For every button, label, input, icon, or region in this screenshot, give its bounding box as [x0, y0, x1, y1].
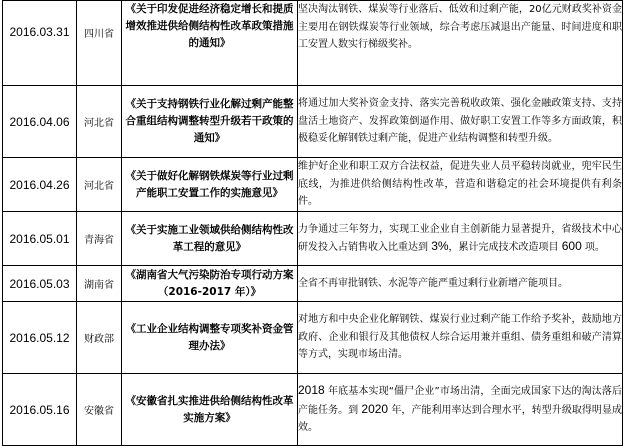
table-row: [3, 302, 623, 374]
document-title-cell: 《关于实施工业领域供给侧结构性改革工程的意见》: [122, 212, 298, 266]
table-row: [3, 374, 623, 446]
region-cell: 河北省: [77, 158, 122, 212]
table-row: [3, 158, 623, 212]
date-cell: 2016.04.26: [3, 158, 77, 212]
content-text: 项。: [581, 242, 605, 253]
region-cell: 河北省: [77, 86, 122, 158]
policy-content-cell: 全省不再审批钢铁、水泥等产能严重过剩行业新增产能项目。: [298, 266, 623, 302]
content-number: 2018: [298, 383, 325, 398]
content-text: 力争通过三年努力，实现工业企业自主创新能力显著提升，省级技术中心研发投入占销售收入比重达到: [298, 223, 622, 253]
content-text: 年底基本实现“僵尸企业”市场出清，全面完成国家下达的淘汰落后产能任务。到: [298, 386, 622, 416]
region-cell: 财政部: [77, 302, 122, 374]
content-text: ，累计完成技术改造项目: [448, 242, 562, 253]
region-cell: 安徽省: [77, 374, 122, 446]
date-cell: 2016.05.03: [3, 266, 77, 302]
date-cell: 2016.05.16: [3, 374, 77, 446]
document-title-cell: 《工业企业结构调整专项奖补资金管理办法》: [122, 302, 298, 374]
content-number: 600: [561, 239, 582, 253]
date-cell: 2016.05.01: [3, 212, 77, 266]
policy-content-cell: [298, 212, 623, 266]
content-number: 2020: [361, 401, 389, 416]
date-cell: 2016.04.06: [3, 86, 77, 158]
policy-content-cell: 坚决淘汰钢铁、煤炭等行业落后、低效和过剩产能，20亿元财政奖补资金主要用在钢铁煤炭等行业领域，综合考虑压减退出产能量、时间进度和职工安置人数实行梯级奖补。: [298, 1, 623, 86]
date-cell: 2016.05.12: [3, 302, 77, 374]
date-cell: 2016.03.31: [3, 1, 77, 86]
policy-content-cell: 对地方和中央企业化解钢铁、煤炭行业过剩产能工作给予奖补，鼓励地方政府、企业和银行及其他债权人综合运用兼并重组、债务重组和破产清算等方式，实现市场出清。: [298, 302, 623, 374]
table-row: [3, 86, 623, 158]
document-title-cell: 《湖南省大气污染防治专项行动方案（2016-2017 年）》: [122, 266, 298, 302]
document-title-cell: 《关于印发促进经济稳定增长和提质增效推进供给侧结构性改革政策措施的通知》: [122, 1, 298, 86]
document-title-cell: 《关于做好化解钢铁煤炭等行业过剩产能职工安置工作的实施意见》: [122, 158, 298, 212]
region-cell: 四川省: [77, 1, 122, 86]
policy-table: [2, 0, 623, 446]
table-row: [3, 1, 623, 86]
table-row: [3, 212, 623, 266]
region-cell: 湖南省: [77, 266, 122, 302]
table-row: [3, 266, 623, 302]
policy-content-cell: 维护好企业和职工双方合法权益，促进失业人员平稳转岗就业，兜牢民生底线，为推进供给侧结构性改革，营造和谐稳定的社会环境提供有利条件。: [298, 158, 623, 212]
policy-content-cell: 将通过加大奖补资金支持、落实完善税收政策、强化金融政策支持、支持盘活土地资产、发挥政策倒逼作用、做好职工安置工作等多方面政策，积极稳妥化解钢铁过剩产能，促进产业结构调整和转型升级。: [298, 86, 623, 158]
document-title-cell: 《安徽省扎实推进供给侧结构性改革实施方案》: [122, 374, 298, 446]
content-text: 年，产能利用率达到合理水平，转型升级取得明显成效。: [298, 404, 622, 434]
document-title-cell: 《关于支持钢铁行业化解过剩产能整合重组结构调整转型升级若干政策的通知》: [122, 86, 298, 158]
region-cell: 青海省: [77, 212, 122, 266]
content-number: 3%: [431, 239, 449, 253]
policy-content-cell: [298, 374, 623, 446]
